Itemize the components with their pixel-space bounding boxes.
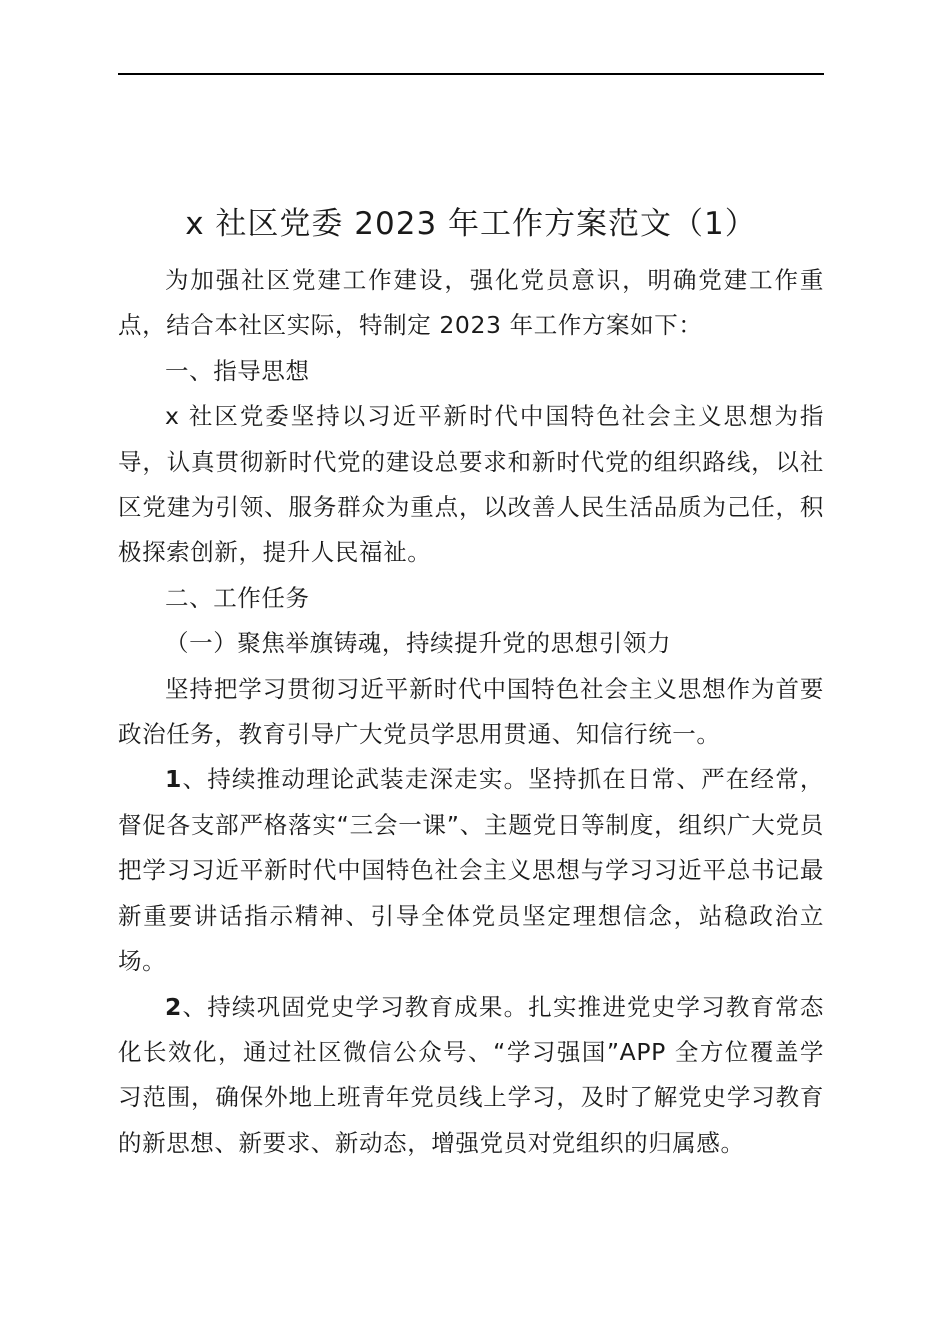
guiding-ideology-paragraph: x 社区党委坚持以习近平新时代中国特色社会主义思想为指导，认真贯彻新时代党的建设总要求和新时代党的组织路线，以社区党建为引领、服务群众为重点，以改善人民生活品质为己任，积极探索创新，提升人民福祉。 bbox=[118, 402, 824, 567]
section-heading-work-tasks: 二、工作任务 bbox=[165, 583, 310, 612]
task-item-1 bbox=[118, 757, 824, 984]
task-item-2-text: 、持续巩固党史学习教育成果。扎实推进党史学习教育常态化长效化，通过社区微信公众号、“学习强国”APP 全方位覆盖学习范围，确保外地上班青年党员线上学习，及时了解党史学习教育的新思想、新要求、新动态，增强党员对党组织的归属感。 bbox=[118, 992, 824, 1157]
subsection-heading-1: （一）聚焦举旗铸魂，持续提升党的思想引领力 bbox=[165, 629, 672, 658]
task-item-2-number: 2 bbox=[165, 992, 182, 1021]
document-title: x 社区党委 2023 年工作方案范文（1） bbox=[185, 206, 757, 242]
header-rule bbox=[118, 73, 824, 75]
section-heading-guiding-ideology: 一、指导思想 bbox=[165, 356, 310, 385]
task-item-1-number: 1 bbox=[165, 765, 182, 794]
subsection-1-paragraph: 坚持把学习贯彻习近平新时代中国特色社会主义思想作为首要政治任务，教育引导广大党员学思用贯通、知信行统一。 bbox=[118, 674, 824, 749]
intro-paragraph: 为加强社区党建工作建设，强化党员意识，明确党建工作重点，结合本社区实际，特制定 2023 年工作方案如下： bbox=[118, 266, 824, 340]
document-body bbox=[118, 258, 824, 1166]
task-item-1-text: 、持续推动理论武装走深走实。坚持抓在日常、严在经常，督促各支部严格落实“三会一课”、主题党日等制度，组织广大党员把学习习近平新时代中国特色社会主义思想与学习习近平总书记最新重要讲话指示精神、引导全体党员坚定理想信念，站稳政治立场。 bbox=[118, 765, 824, 976]
task-item-2 bbox=[118, 985, 824, 1167]
